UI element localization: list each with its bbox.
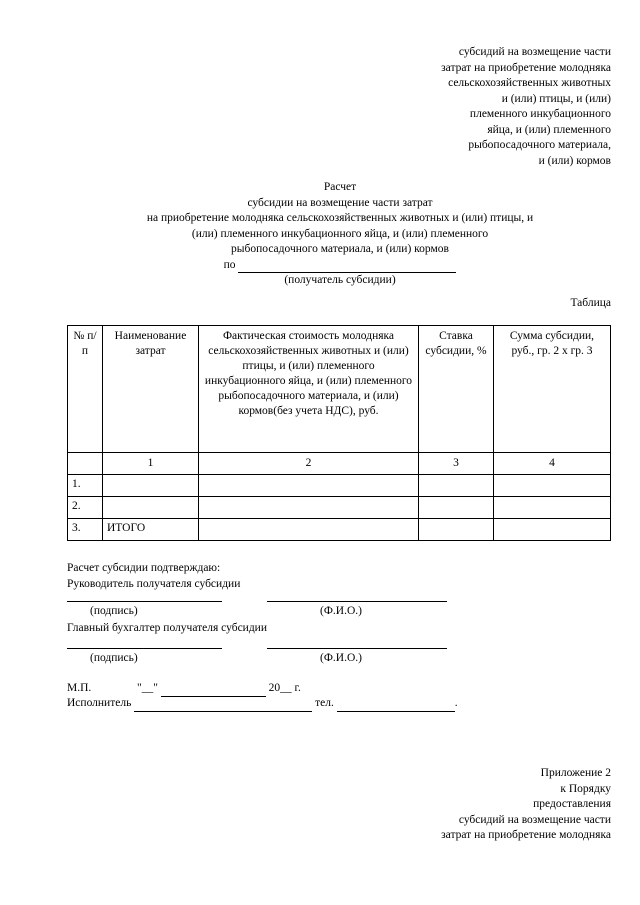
date-month-field[interactable]: [161, 684, 266, 697]
confirmation-block: [67, 561, 240, 592]
table-cell[interactable]: [419, 519, 494, 541]
table-cell[interactable]: [103, 497, 199, 519]
table-label: Таблица: [570, 297, 611, 309]
phone-label: тел.: [315, 697, 334, 709]
phone-suffix: .: [454, 697, 458, 709]
table-cell[interactable]: [103, 475, 199, 497]
executor-field[interactable]: [134, 699, 312, 712]
calculation-table: [67, 325, 611, 541]
table-row: [68, 475, 611, 497]
appendix-line: к Порядку: [560, 782, 611, 795]
head-fio-caption: (Ф.И.О.): [320, 605, 362, 617]
head-label: Руководитель получателя субсидии: [67, 577, 241, 590]
table-header-row: [68, 326, 611, 453]
table-cell[interactable]: [419, 497, 494, 519]
title-line: (или) племенного инкубационного яйца, и (или) племенного: [191, 227, 489, 240]
recipient-caption: (получатель субсидии): [284, 274, 396, 287]
column-number-cell: 4: [494, 453, 611, 475]
header-cell-number: № п/п: [68, 326, 103, 453]
title-line: рыбопосадочного материала, и (или) кормов: [231, 243, 449, 256]
phone-field[interactable]: [337, 699, 455, 712]
header-line: рыбопосадочного материала,: [468, 139, 611, 152]
accountant-fio-caption: (Ф.И.О.): [320, 652, 362, 664]
header-line: сельскохозяйственных животных: [448, 77, 611, 90]
appendix-line: предоставления: [533, 798, 611, 811]
header-line: затрат на приобретение молодняка: [441, 61, 611, 74]
appendix-line: Приложение 2: [540, 767, 611, 779]
executor-line: [67, 696, 458, 712]
recipient-line: [60, 258, 620, 274]
header-line: субсидий на возмещение части: [458, 46, 611, 58]
appendix-line: субсидий на возмещение части: [458, 813, 611, 826]
header-line: и (или) птицы, и (или): [501, 92, 611, 105]
row-number-cell: 1.: [68, 475, 103, 497]
table-cell[interactable]: [494, 475, 611, 497]
header-cell-cost-name: Наименование затрат: [103, 326, 199, 453]
header-line: племенного инкубационного: [469, 108, 611, 121]
total-label-cell: ИТОГО: [103, 519, 199, 541]
stamp-place-line: [67, 681, 301, 697]
title-line: на приобретение молодняка сельскохозяйственных животных и (или) птицы, и: [146, 212, 534, 225]
appendix-header-top: [441, 45, 611, 169]
table-cell[interactable]: [494, 519, 611, 541]
column-number-cell: 1: [103, 453, 199, 475]
accountant-label: Главный бухгалтер получателя субсидии: [67, 622, 267, 634]
table-cell[interactable]: [199, 497, 419, 519]
row-number-cell: 2.: [68, 497, 103, 519]
table-cell[interactable]: [199, 519, 419, 541]
row-number-cell: 3.: [68, 519, 103, 541]
head-signature-caption: (подпись): [90, 605, 138, 617]
header-line: и (или) кормов: [538, 154, 611, 167]
stamp-label: М.П.: [67, 682, 92, 694]
column-number-cell: 2: [199, 453, 419, 475]
document-title: [60, 180, 620, 289]
head-signature-line[interactable]: [67, 601, 222, 602]
column-number-row: [68, 453, 611, 475]
executor-label: Исполнитель: [67, 697, 132, 709]
date-day: "__": [137, 682, 158, 694]
table-row-total: [68, 519, 611, 541]
title-line: субсидии на возмещение части затрат: [247, 196, 433, 209]
appendix-header-bottom: [441, 766, 611, 844]
recipient-prefix: по: [223, 258, 236, 271]
recipient-field[interactable]: [238, 260, 456, 273]
table-row: [68, 497, 611, 519]
accountant-fio-line[interactable]: [267, 648, 447, 649]
column-number-cell: 3: [419, 453, 494, 475]
confirm-text: Расчет субсидии подтверждаю:: [67, 562, 221, 574]
header-line: яйца, и (или) племенного: [487, 123, 611, 136]
header-cell-actual-cost: Фактическая стоимость молодняка сельскохозяйственных животных и (или) птицы, и (или) племенного инкубационного яйца, и (или) племенного рыбопосадочного материала, и (или) кормов(без учета НДС), руб.: [199, 326, 419, 453]
table-cell[interactable]: [419, 475, 494, 497]
accountant-signature-line[interactable]: [67, 648, 222, 649]
header-cell-rate: Ставка субсидии, %: [419, 326, 494, 453]
accountant-signature-caption: (подпись): [90, 652, 138, 664]
table-cell[interactable]: [494, 497, 611, 519]
head-fio-line[interactable]: [267, 601, 447, 602]
date-year: 20__ г.: [268, 682, 301, 694]
appendix-line: затрат на приобретение молодняка: [441, 829, 611, 842]
table-cell[interactable]: [199, 475, 419, 497]
column-number-cell: [68, 453, 103, 475]
header-cell-subsidy-sum: Сумма субсидии, руб., гр. 2 х гр. 3: [494, 326, 611, 453]
title-line: Расчет: [323, 181, 357, 193]
